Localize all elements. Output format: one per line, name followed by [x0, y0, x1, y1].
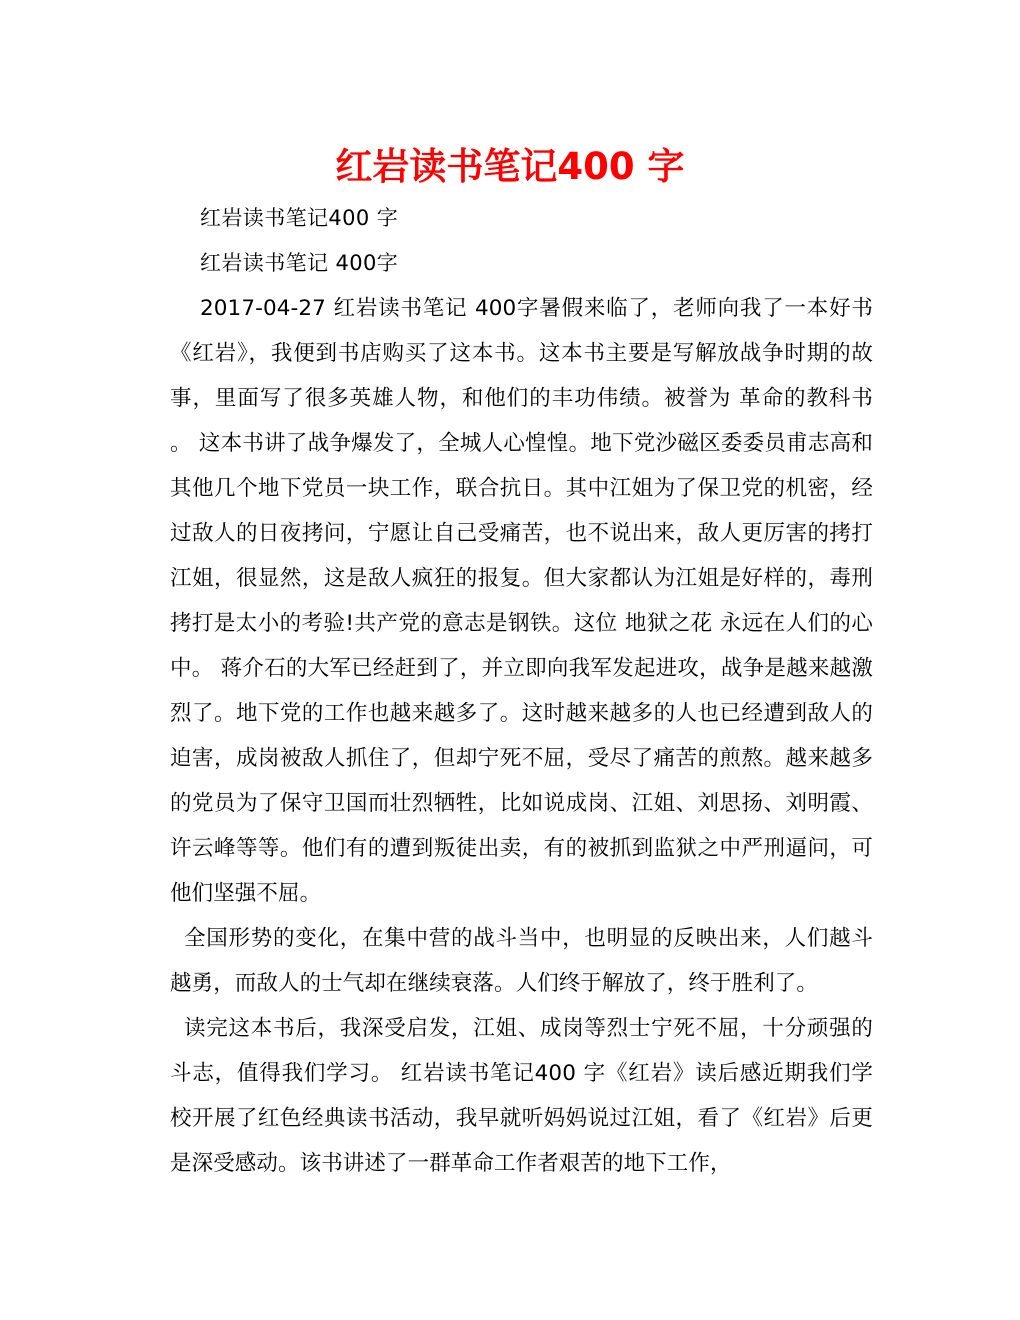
body-paragraph-1: 2017-04-27 红岩读书笔记 400字暑假来临了，老师向我了一本好书 《红岩》，我便到书店购买了这本书。这本书主要是写解放战争时期的故事，里面写了很多英雄人物，和他们的丰功伟绩。被誉为 革命的教科书 。 这本书讲了战争爆发了，全城人心惶惶。地下党沙磁区委委员甫志高和其他几个地下党员一块工作，联合抗日。其中江姐为了保卫党的机密，经过敌人的日夜拷问，宁愿让自己受痛苦，也不说出来，敌人更厉害的拷打江姐，很显然，这是敌人疯狂的报复。但大家都认为江姐是好样的，毒刑拷打是太小的考验!共产党的意志是钢铁。这位 地狱之花 永远在人们的心中。 蒋介石的大军已经赶到了，并立即向我军发起进攻，战争是越来越激烈了。地下党的工作也越来越多了。这时越来越多的人也已经遭到敌人的迫害，成岗被敌人抓住了，但却宁死不屈，受尽了痛苦的煎熬。越来越多的党员为了保守卫国而壮烈牺牲，比如说成岗、江姐、刘思扬、刘明霞、许云峰等等。他们有的遭到叛徒出卖，有的被抓到监狱之中严刑逼问，可他们坚强不屈。 [170, 296, 873, 906]
body-paragraph-3: 读完这本书后，我深受启发，江姐、成岗等烈士宁死不屈，十分顽强的斗志，值得我们学习。 红岩读书笔记400 字《红岩》读后感近期我们学校开展了红色经典读书活动，我早就听妈妈说过江姐，看了《红岩》后更是深受感动。该书讲述了一群革命工作者艰苦的地下工作， [170, 1016, 873, 1176]
body-paragraph-2: 全国形势的变化，在集中营的战斗当中，也明显的反映出来，人们越斗越勇，而敌人的士气却在继续衰落。人们终于解放了，终于胜利了。 [170, 926, 873, 996]
lead-line-1: 红岩读书笔记400 字 [200, 206, 399, 230]
lead-line-2: 红岩读书笔记 400字 [200, 251, 399, 275]
document-body [170, 196, 873, 1186]
page-title: 红岩读书笔记400 字 [335, 144, 685, 188]
